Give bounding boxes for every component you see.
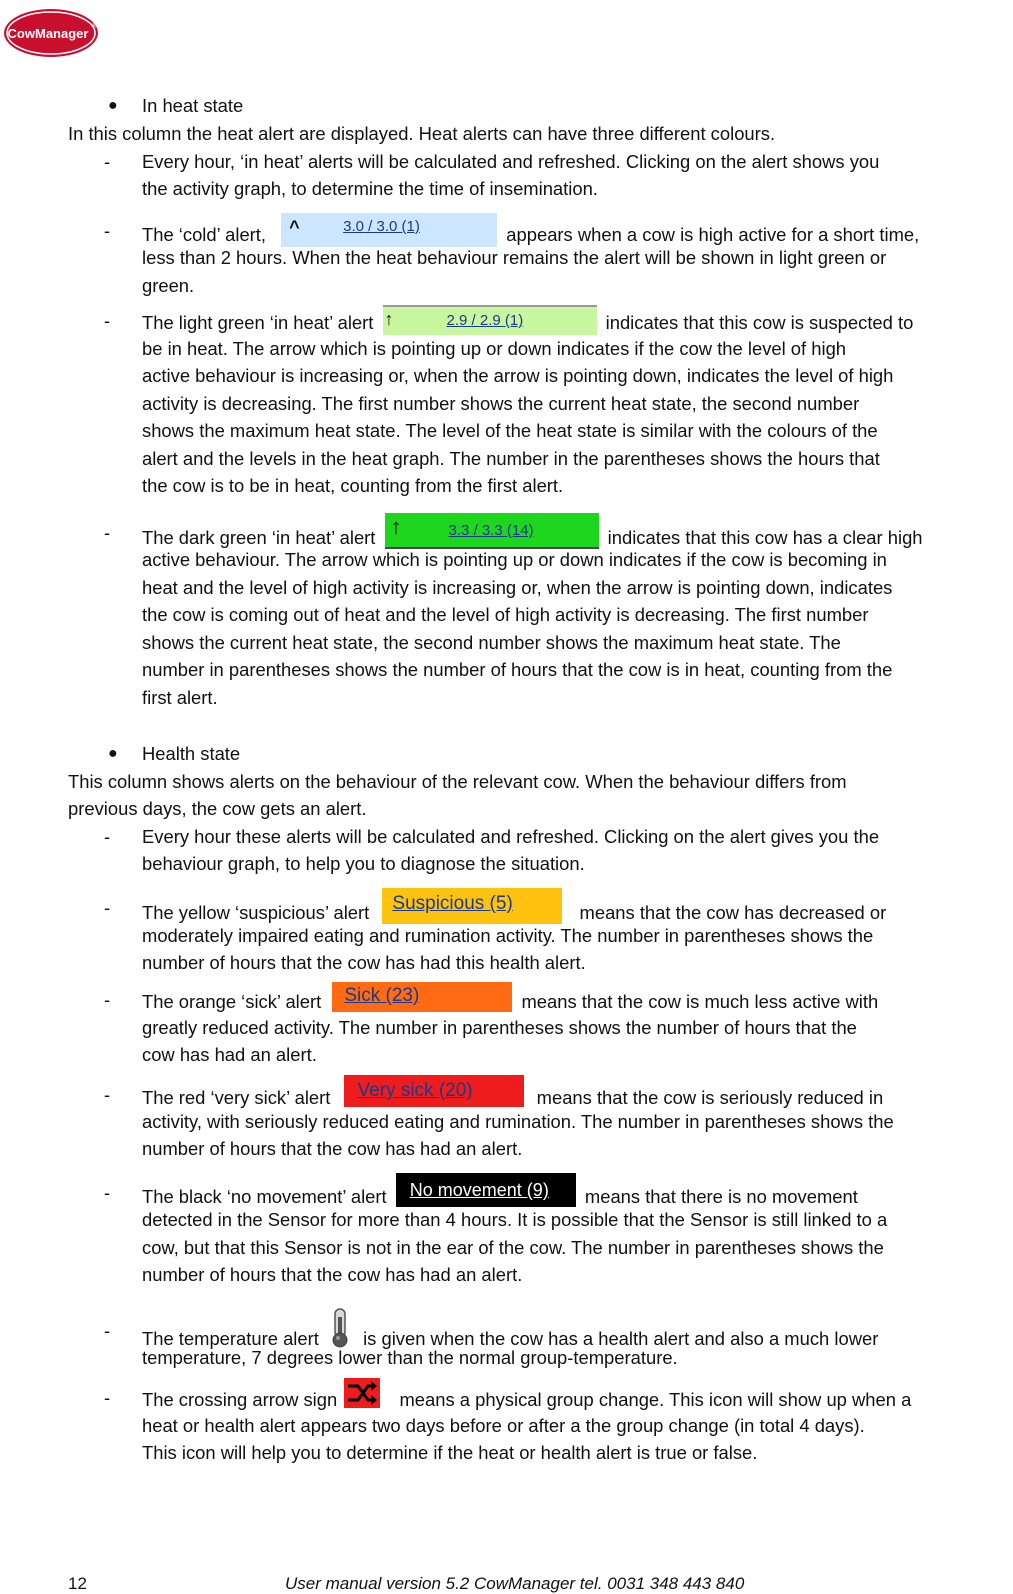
dash: - bbox=[104, 1084, 111, 1105]
heat-item4-line3: heat and the level of high activity is increasing or, when the arrow is pointing down, indicates bbox=[142, 577, 893, 598]
sick-alert-badge bbox=[332, 982, 512, 1012]
no-movement-alert-badge bbox=[396, 1173, 576, 1207]
dash: - bbox=[104, 1387, 111, 1408]
heat-item3-line1 bbox=[142, 309, 913, 339]
page-number: 12 bbox=[68, 1574, 87, 1593]
suspicious-alert-badge bbox=[382, 888, 562, 924]
cold-alert-text: 3.0 / 3.0 (1) bbox=[343, 218, 420, 235]
dash: - bbox=[104, 989, 111, 1010]
dash: - bbox=[104, 897, 111, 918]
health-item2-line2: moderately impaired eating and rumination activity. The number in parentheses shows the bbox=[142, 925, 874, 946]
light-green-alert-badge bbox=[383, 305, 597, 335]
heat-item2-post: appears when a cow is high active for a short time, bbox=[506, 223, 920, 245]
dash: - bbox=[104, 826, 111, 847]
cold-alert-badge bbox=[281, 213, 497, 247]
heat-item3-line4: activity is decreasing. The first number shows the current heat state, the second number bbox=[142, 393, 860, 414]
heat-item4-line2: active behaviour. The arrow which is pointing up or down indicates if the cow is becoming in bbox=[142, 549, 887, 570]
health-item5-pre: The black ‘no movement’ alert bbox=[142, 1185, 387, 1207]
light-green-alert-text: 2.9 / 2.9 (1) bbox=[446, 312, 524, 329]
health-bullet-title: Health state bbox=[142, 743, 241, 764]
light-green-alert-arrow: ↑ bbox=[384, 309, 394, 329]
dash: - bbox=[104, 220, 111, 241]
health-item7-pre: The crossing arrow sign bbox=[142, 1388, 338, 1410]
health-item6-line2: temperature, 7 degrees lower than the normal group-temperature. bbox=[142, 1347, 678, 1368]
very-sick-alert-badge bbox=[344, 1075, 524, 1107]
heat-item1-line2: the activity graph, to determine the time of insemination. bbox=[142, 178, 598, 199]
heat-item4-line5: shows the current heat state, the second number shows the maximum heat state. The bbox=[142, 632, 841, 653]
health-item5-post: means that there is no movement bbox=[584, 1185, 858, 1207]
health-item4-line3: number of hours that the cow has had an alert. bbox=[142, 1138, 523, 1159]
health-item2-post: means that the cow has decreased or bbox=[579, 901, 887, 923]
heat-item4-pre: The dark green ‘in heat’ alert bbox=[142, 526, 376, 548]
heat-item3-line7: the cow is to be in heat, counting from the first alert. bbox=[142, 475, 564, 496]
health-item7-post: means a physical group change. This icon will show up when a bbox=[399, 1388, 912, 1410]
crossing-arrows-icon bbox=[344, 1378, 380, 1408]
heat-item4-line4: the cow is coming out of heat and the level of high activity is decreasing. The first number bbox=[142, 604, 869, 625]
bullet-dot: ● bbox=[108, 97, 118, 114]
health-item4-line2: activity, with seriously reduced eating and rumination. The number in parentheses shows the bbox=[142, 1111, 894, 1132]
dash: - bbox=[104, 522, 111, 543]
health-item3-post: means that the cow is much less active with bbox=[521, 990, 879, 1012]
health-item2-pre: The yellow ‘suspicious’ alert bbox=[142, 901, 370, 923]
thermometer-icon bbox=[326, 1307, 354, 1349]
dark-green-alert-arrow: ↑ bbox=[390, 514, 402, 539]
heat-item2-pre: The ‘cold’ alert, bbox=[142, 223, 267, 245]
health-item3-line1 bbox=[142, 985, 879, 1018]
footer-text: User manual version 5.2 CowManager tel. 0031 348 443 840 bbox=[285, 1574, 745, 1593]
no-movement-alert-text: No movement (9) bbox=[409, 1180, 549, 1200]
logo-text: CowManager bbox=[7, 26, 89, 41]
heat-item3-line3: active behaviour is increasing or, when the arrow is pointing down, indicates the level of high bbox=[142, 365, 894, 386]
dash: - bbox=[104, 151, 111, 172]
dash: - bbox=[104, 1320, 111, 1341]
health-item2-line3: number of hours that the cow has had this health alert. bbox=[142, 952, 586, 973]
suspicious-alert-text: Suspicious (5) bbox=[392, 893, 513, 914]
health-item4-post: means that the cow is seriously reduced in bbox=[536, 1086, 884, 1108]
health-item6-post: is given when the cow has a health alert and also a much lower bbox=[363, 1327, 879, 1349]
health-item7-line1 bbox=[142, 1386, 911, 1416]
health-item1-line2: behaviour graph, to help you to diagnose the situation. bbox=[142, 853, 585, 874]
health-item5-line4: number of hours that the cow has had an alert. bbox=[142, 1264, 523, 1285]
health-item7-line3: This icon will help you to determine if the heat or health alert is true or false. bbox=[142, 1442, 758, 1463]
dash: - bbox=[104, 1182, 111, 1203]
health-intro-line1: This column shows alerts on the behaviour of the relevant cow. When the behaviour differs from bbox=[68, 771, 847, 792]
bullet-dot: ● bbox=[108, 745, 118, 762]
heat-item2-line3: green. bbox=[142, 275, 195, 296]
cold-alert-arrow: ^ bbox=[289, 217, 300, 237]
cowmanager-logo bbox=[2, 6, 100, 58]
heat-item2-line2: less than 2 hours. When the heat behaviour remains the alert will be shown in light green or bbox=[142, 247, 887, 268]
health-item4-pre: The red ‘very sick’ alert bbox=[142, 1086, 331, 1108]
heat-intro: In this column the heat alert are displayed. Heat alerts can have three different colours. bbox=[68, 123, 776, 144]
heat-item3-line6: alert and the levels in the heat graph. The number in the parentheses shows the hours that bbox=[142, 448, 880, 469]
health-item5-line2: detected in the Sensor for more than 4 hours. It is possible that the Sensor is still linked to a bbox=[142, 1209, 888, 1230]
health-item7-line2: heat or health alert appears two days before or after a the group change (in total 4 days). bbox=[142, 1415, 865, 1436]
health-item3-pre: The orange ‘sick’ alert bbox=[142, 990, 322, 1012]
health-item3-line2: greatly reduced activity. The number in parentheses shows the number of hours that the bbox=[142, 1017, 857, 1038]
very-sick-alert-text: Very sick (20) bbox=[357, 1080, 473, 1101]
heat-item4-line7: first alert. bbox=[142, 687, 218, 708]
dark-green-alert-badge bbox=[385, 513, 599, 549]
health-intro-line2: previous days, the cow gets an alert. bbox=[68, 798, 367, 819]
health-item3-line3: cow has had an alert. bbox=[142, 1044, 317, 1065]
dash: - bbox=[104, 310, 111, 331]
health-item6-pre: The temperature alert bbox=[142, 1327, 319, 1349]
sick-alert-text: Sick (23) bbox=[344, 985, 420, 1006]
heat-item4-line6: number in parentheses shows the number of hours that the cow is in heat, counting from the bbox=[142, 659, 893, 680]
heat-item3-post: indicates that this cow is suspected to bbox=[605, 311, 914, 333]
health-item1-line1: Every hour these alerts will be calculated and refreshed. Clicking on the alert gives you the bbox=[142, 826, 880, 847]
heat-item3-pre: The light green ‘in heat’ alert bbox=[142, 311, 374, 333]
health-item5-line3: cow, but that this Sensor is not in the ear of the cow. The number in parentheses shows the bbox=[142, 1237, 884, 1258]
heat-item4-post: indicates that this cow has a clear high bbox=[607, 526, 923, 548]
dark-green-alert-text: 3.3 / 3.3 (14) bbox=[448, 522, 534, 539]
logo-registered: ® bbox=[92, 24, 97, 30]
heat-bullet-title: In heat state bbox=[142, 95, 244, 116]
heat-item3-line2: be in heat. The arrow which is pointing up or down indicates if the cow the level of high bbox=[142, 338, 847, 359]
heat-item3-line5: shows the maximum heat state. The level of the heat state is similar with the colours of the bbox=[142, 420, 878, 441]
heat-item1-line1: Every hour, ‘in heat’ alerts will be calculated and refreshed. Clicking on the alert shows you bbox=[142, 151, 880, 172]
